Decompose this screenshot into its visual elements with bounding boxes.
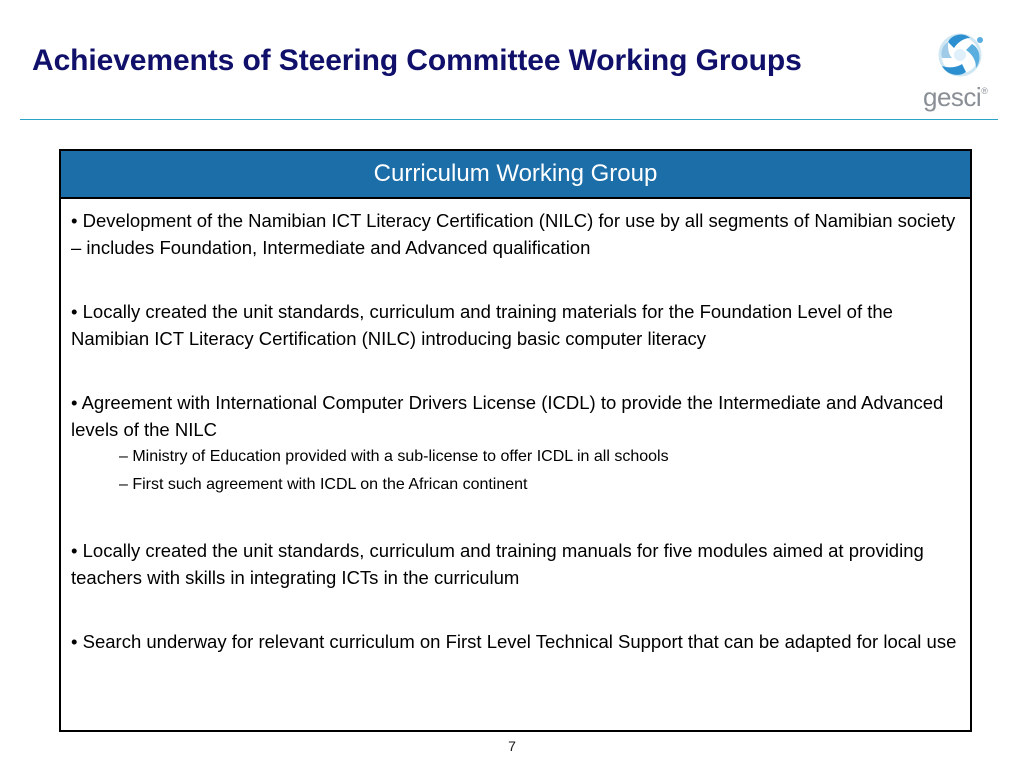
bullet-item: • Locally created the unit standards, curriculum and training manuals for five modules aimed at providing teachers with skills in integrating ICTs in the curriculum <box>71 540 924 588</box>
curriculum-working-group-panel <box>59 149 972 732</box>
spacer <box>71 499 960 537</box>
registered-mark: ® <box>981 86 988 96</box>
spacer <box>71 261 960 298</box>
bullet-item: • Search underway for relevant curriculum on First Level Technical Support that can be adapted for local use <box>71 631 957 652</box>
title-divider <box>20 119 998 120</box>
bullet-item: • Locally created the unit standards, curriculum and training materials for the Foundation Level of the Namibian ICT Literacy Certification (NILC) introducing basic computer literacy <box>71 301 893 349</box>
spacer <box>71 591 960 628</box>
panel-body <box>61 199 970 655</box>
sub-bullet-item: – First such agreement with ICDL on the African continent <box>119 476 528 493</box>
gesci-wordmark <box>923 82 987 113</box>
sub-bullet-item: – Ministry of Education provided with a sub-license to offer ICDL in all schools <box>119 448 669 465</box>
panel-header: Curriculum Working Group <box>61 151 970 199</box>
bullet-item: • Agreement with International Computer Drivers License (ICDL) to provide the Intermediate and Advanced levels of the NILC <box>71 392 944 440</box>
spacer <box>71 352 960 389</box>
logo-wordmark-text: gesci <box>923 82 982 112</box>
page-number: 7 <box>508 738 516 754</box>
slide-title: Achievements of Steering Committee Working Groups <box>32 44 802 77</box>
bullet-item: • Development of the Namibian ICT Literacy Certification (NILC) for use by all segments of Namibian society – includes Foundation, Intermediate and Advanced qualification <box>71 210 956 258</box>
